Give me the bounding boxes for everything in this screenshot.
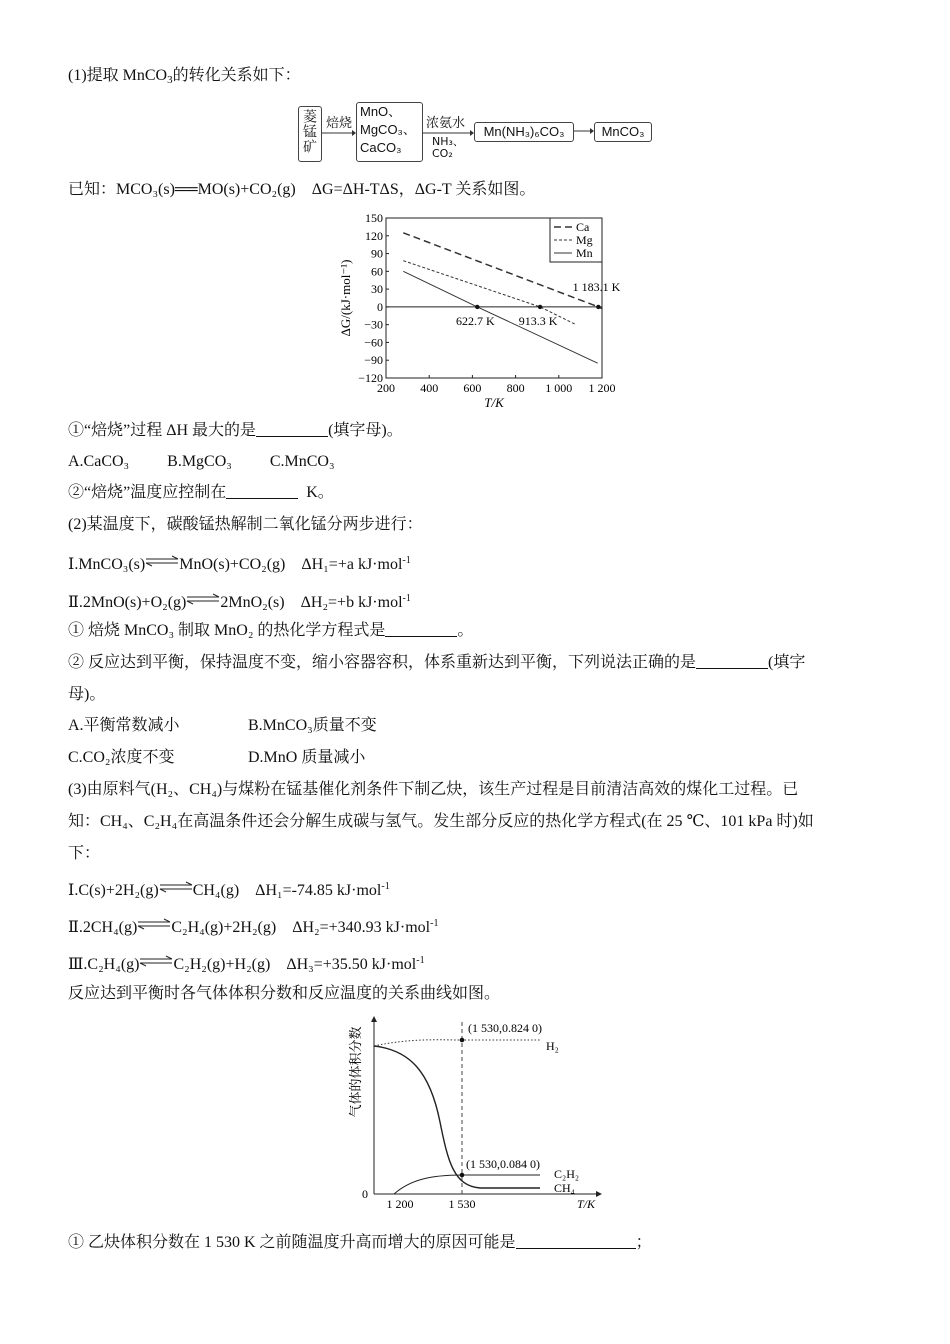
option-c: C.CO₂浓度不变 <box>68 749 175 766</box>
legend-label: Mn <box>576 246 593 260</box>
q2-options-row2 <box>68 748 365 768</box>
flow-ore-box: 菱锰矿 <box>298 106 322 162</box>
q3-reaction-2: Ⅱ.2CH₄(g) C₂H₄(g)+2H₂(g) ΔH₂=+340.93 kJ·mol$^{-1}$ <box>68 918 439 936</box>
q1-intro: (1)提取 MnCO$_3$的转化关系如下： <box>68 67 301 86</box>
zero-crossing-point <box>596 305 600 309</box>
chart-delta-g <box>336 206 621 412</box>
flow-product-box: MnCO₃ <box>594 122 652 142</box>
x-axis-label: T/K <box>576 1197 596 1211</box>
option-a: A.CaCO₃ <box>68 453 130 470</box>
option-b: B.MgCO₃ <box>167 453 232 470</box>
x-tick-label: 400 <box>420 381 439 395</box>
q3-reaction-3: Ⅲ.C₂H₄(g) C₂H₂(g)+H₂(g) ΔH₃=+35.50 kJ·mol$^{-1}$ <box>68 955 425 973</box>
series-line-mn <box>403 271 597 363</box>
y-tick-label: −90 <box>364 353 383 368</box>
y-tick-label: −120 <box>358 371 383 385</box>
point-c2h2 <box>460 1173 465 1178</box>
chart-volume-fraction <box>350 1012 610 1216</box>
origin-label: 0 <box>362 1187 368 1201</box>
y-tick-label: 60 <box>371 264 383 279</box>
q2-intro: (2)某温度下，碳酸锰热解制二氧化锰分两步进行： <box>68 516 423 533</box>
x-tick-label: 1 000 <box>545 381 573 395</box>
q3-sub1: ① 乙炔体积分数在 1 530 K 之前随温度升高而增大的原因可能是 ； <box>68 1234 652 1251</box>
answer-blank-5[interactable] <box>516 1234 636 1249</box>
annotation-mn: 622.7 K <box>455 313 495 328</box>
flow-step2-reagents: NH₃、 CO₂ <box>432 135 464 160</box>
y-axis-label: ΔG/(kJ·mol⁻¹) <box>338 259 353 337</box>
series-h2-curve <box>374 1040 540 1046</box>
equilibrium-arrow-icon <box>139 955 173 967</box>
q2-sub2: ② 反应达到平衡，保持温度不变，缩小容器容积，体系重新达到平衡，下列说法正确的是 (填字 <box>68 654 806 671</box>
point-h2 <box>460 1038 465 1043</box>
option-d: D.MnO 质量减小 <box>248 749 366 766</box>
equilibrium-arrow-icon <box>137 918 171 930</box>
q1-sub2: ②“焙烧”温度应控制在 K。 <box>68 484 334 501</box>
flow-arrow-3 <box>574 127 594 135</box>
zero-crossing-point <box>538 305 542 309</box>
flow-step1-label: 焙烧 <box>326 116 353 131</box>
q3-intro-2: 知：CH₄、C₂H₄在高温条件还会分解生成碳与氢气。发生部分反应的热化学方程式(在 25 ℃、101 kPa 时)如 <box>68 813 814 830</box>
flow-step2-label: 浓氨水 <box>426 116 466 131</box>
flow-arrow-1 <box>322 129 356 137</box>
equilibrium-arrow-icon <box>186 593 220 605</box>
answer-blank-3[interactable] <box>385 622 457 637</box>
equilibrium-arrow-icon <box>159 881 193 893</box>
legend-label: Ca <box>576 220 590 234</box>
series-label-c2h2: C₂H₂ <box>554 1167 580 1181</box>
answer-blank-4[interactable] <box>696 654 768 669</box>
q3-intro-3: 下： <box>68 845 101 862</box>
q3-reaction-1: Ⅰ.C(s)+2H₂(g) CH₄(g) ΔH₁=-74.85 kJ·mol$^{-1}$ <box>68 881 390 899</box>
y-axis-label: 气体的体积分数 <box>348 1026 363 1118</box>
answer-blank-2[interactable] <box>226 484 298 499</box>
q2-reaction-1: Ⅰ.MnCO₃(s) MnO(s)+CO₂(g) ΔH₁=+a kJ·mol$^{-1}$ <box>68 555 411 573</box>
flow-oxides-box: MnO、 MgCO₃、 CaCO₃ <box>356 102 423 162</box>
x-axis-label: T/K <box>484 395 504 410</box>
point-label-c2h2: (1 530,0.084 0) <box>466 1157 540 1171</box>
y-axis-arrow-icon <box>371 1016 377 1022</box>
option-a: A.平衡常数减小 <box>68 717 180 734</box>
q1-known: 已知：MCO₃(s)══MO(s)+CO₂(g) ΔG=ΔH-TΔS，ΔG-T 关系如图。 <box>68 181 536 198</box>
y-tick-label: −30 <box>364 317 383 332</box>
x-tick-label: 1 200 <box>588 381 616 395</box>
option-b: B.MnCO₃质量不变 <box>248 717 377 734</box>
q1-sub1: ①“焙烧”过程 ΔH 最大的是 (填字母)。 <box>68 422 403 439</box>
y-tick-label: 30 <box>371 282 383 297</box>
zero-crossing-point <box>475 305 479 309</box>
legend-label: Mg <box>576 233 593 247</box>
q3-intro-1: (3)由原料气(H₂、CH₄)与煤粉在锰基催化剂条件下制乙炔，该生产过程是目前清洁高效的煤化工过程。已 <box>68 781 799 798</box>
x-tick-label: 1 530 <box>448 1197 476 1211</box>
q2-sub1: ① 焙烧 MnCO₃ 制取 MnO₂ 的热化学方程式是 。 <box>68 622 474 639</box>
flow-diagram <box>298 102 658 162</box>
q2-options-row1 <box>68 716 377 736</box>
y-tick-label: 150 <box>365 211 383 225</box>
x-axis-arrow-icon <box>596 1191 602 1197</box>
y-tick-label: 0 <box>377 299 383 314</box>
q2-sub2-cont: 母)。 <box>68 686 106 703</box>
q2-reaction-2: Ⅱ.2MnO(s)+O₂(g) 2MnO₂(s) ΔH₂=+b kJ·mol$^{-1}$ <box>68 593 411 611</box>
annotation-mg: 913.3 K <box>518 313 558 328</box>
series-label-ch4: CH₄ <box>554 1181 575 1195</box>
point-label-h2: (1 530,0.824 0) <box>468 1021 542 1035</box>
annotation-ca: 1 183.1 K <box>572 279 621 294</box>
option-c: C.MnCO₃ <box>269 453 335 470</box>
q1-sub1-options <box>68 452 335 472</box>
q3-chart-intro: 反应达到平衡时各气体体积分数和反应温度的关系曲线如图。 <box>68 985 501 1002</box>
x-tick-label: 200 <box>377 381 395 395</box>
answer-blank-1[interactable] <box>256 422 328 437</box>
equilibrium-arrow-icon <box>145 555 179 567</box>
x-tick-label: 600 <box>463 381 482 395</box>
x-tick-label: 800 <box>506 381 525 395</box>
y-tick-label: 90 <box>371 246 383 261</box>
flow-complex-box: Mn(NH₃)₆CO₃ <box>474 122 574 142</box>
series-label-h2: H₂ <box>546 1039 559 1053</box>
y-tick-label: 120 <box>365 228 383 243</box>
y-tick-label: −60 <box>364 335 383 350</box>
x-tick-label: 1 200 <box>386 1197 414 1211</box>
